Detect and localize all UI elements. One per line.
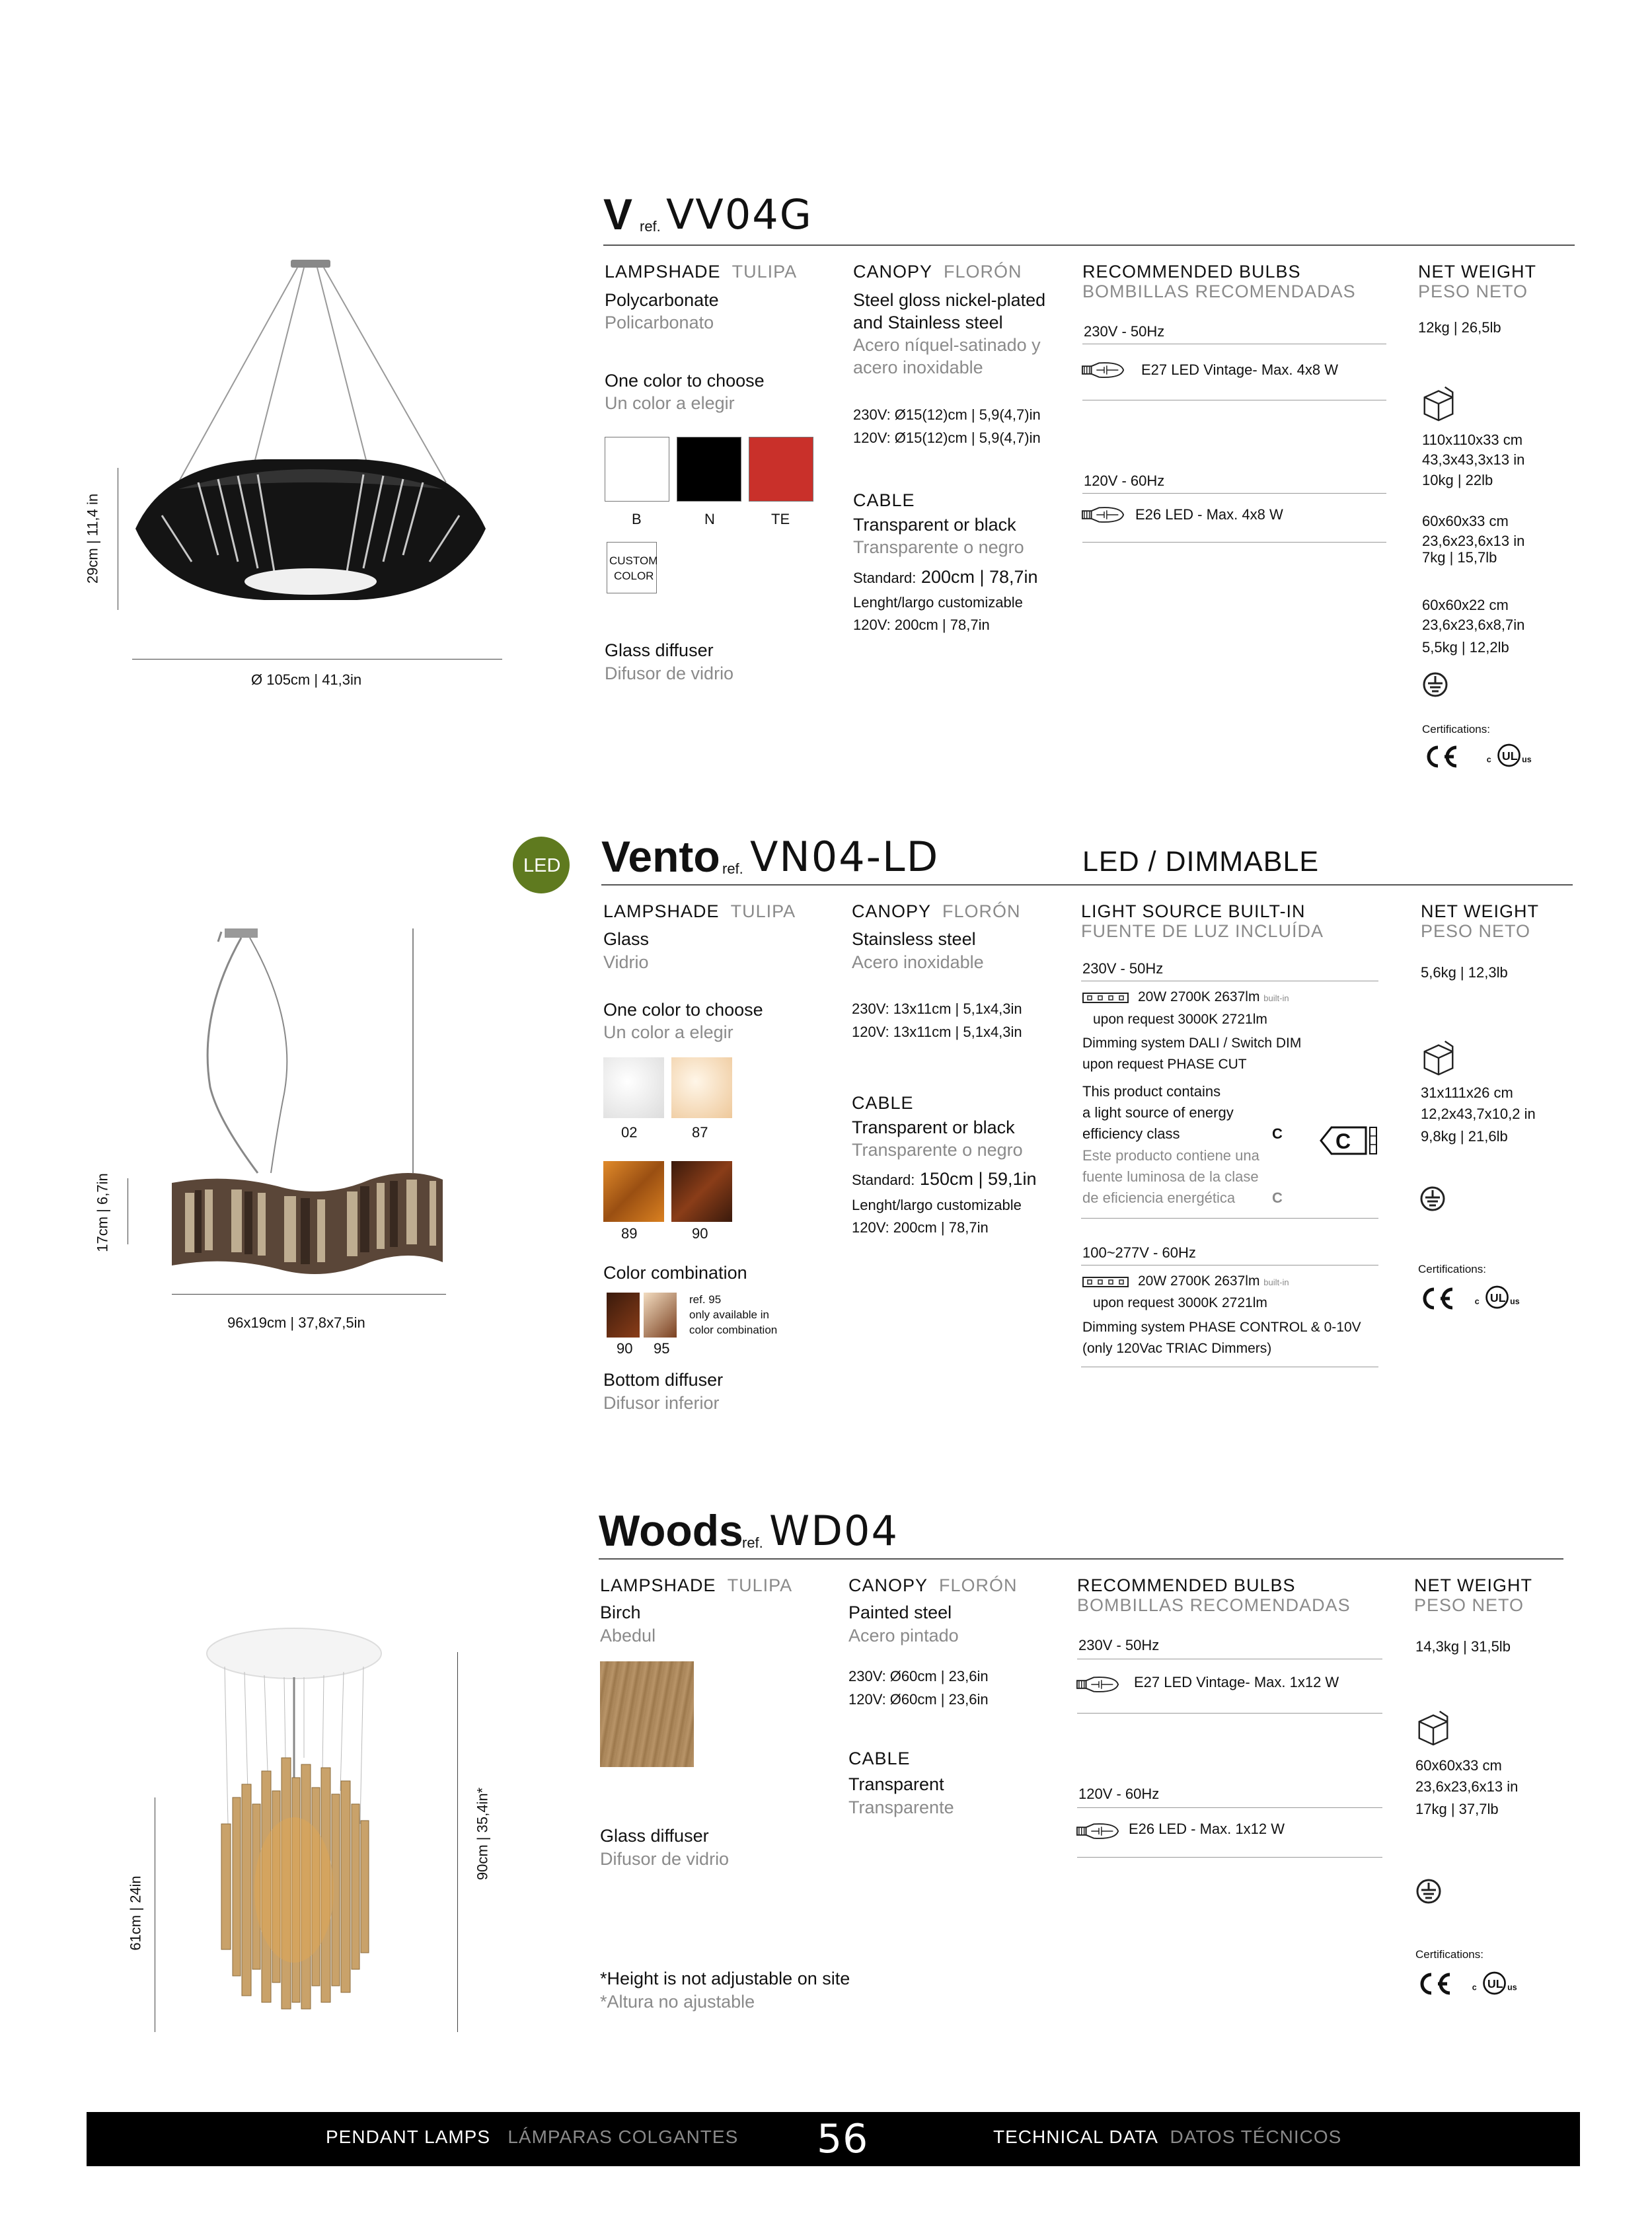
v-net-weight: 12kg | 26,5lb	[1418, 319, 1501, 336]
v-title-rule	[603, 245, 1575, 246]
woods-body-height: 61cm | 24in	[127, 1875, 144, 1951]
footer-section: PENDANT LAMPS LÁMPARAS COLGANTES	[326, 2127, 739, 2147]
vento-request-120: upon request 3000K 2721lm	[1093, 1295, 1267, 1310]
vento-diffuser-es: Difusor inferior	[603, 1393, 720, 1413]
woods-bulb-icon-230	[1076, 1675, 1121, 1694]
vento-box-icon	[1419, 1038, 1458, 1076]
vento-spec-230: 20W 2700K 2637lm built-in	[1138, 989, 1289, 1004]
vento-swatch-90[interactable]	[671, 1161, 732, 1222]
vento-canopy-mat-es: Acero inoxidable	[852, 952, 984, 972]
woods-canopy-dim-230: 230V: Ø60cm | 23,6in	[848, 1668, 989, 1684]
v-lampshade-material: Polycarbonate	[605, 290, 719, 310]
woods-total-height: 90cm | 35,4in*	[474, 1787, 491, 1881]
woods-cable-label: CABLE	[848, 1749, 911, 1768]
v-swatch-te-code: TE	[771, 511, 790, 527]
v-lampshade-label: LAMPSHADE TULIPA	[605, 262, 798, 282]
woods-lampshade-material-es: Abedul	[600, 1626, 656, 1645]
vento-color-note-es: Un color a elegir	[603, 1022, 733, 1042]
v-diffuser: Glass diffuser	[605, 640, 714, 660]
woods-cert-label: Certifications:	[1415, 1948, 1483, 1961]
v-lampshade-material-es: Policarbonato	[605, 313, 714, 332]
woods-box-dim-in: 23,6x23,6x13 in	[1415, 1778, 1519, 1795]
svg-text:C: C	[1335, 1129, 1351, 1153]
v-ground-icon	[1422, 671, 1448, 698]
woods-bulbs-rule-3	[1077, 1807, 1382, 1808]
woods-title-rule	[599, 1558, 1563, 1560]
v-box3-dim-cm: 60x60x22 cm	[1422, 597, 1509, 613]
vento-box-dim-in: 12,2x43,7x10,2 in	[1421, 1106, 1536, 1122]
vento-combo-label: Color combination	[603, 1263, 747, 1283]
footer-tech-data: TECHNICAL DATA DATOS TÉCNICOS	[993, 2127, 1342, 2147]
v-weight-label: NET WEIGHT	[1418, 262, 1537, 282]
v-swatch-te[interactable]	[749, 437, 813, 502]
vento-width-dimension: 96x19cm | 37,8x7,5in	[227, 1314, 365, 1331]
vento-width-dimension-line	[172, 1294, 446, 1295]
vento-cable-120: 120V: 200cm | 78,7in	[852, 1219, 989, 1236]
woods-ground-icon	[1415, 1878, 1442, 1905]
vento-light-label-es: FUENTE DE LUZ INCLUÍDA	[1081, 921, 1324, 941]
woods-canopy-mat: Painted steel	[848, 1603, 952, 1622]
v-ul-icon	[1485, 741, 1538, 769]
woods-ref-code: WD04	[769, 1507, 899, 1555]
v-diameter-dimension: Ø 105cm | 41,3in	[251, 671, 362, 688]
v-swatch-n[interactable]	[677, 437, 741, 502]
v-height-dimension: 29cm | 11,4 in	[84, 493, 101, 584]
vento-combo-swatch-95[interactable]	[644, 1293, 677, 1338]
vento-energy-es-1: Este producto contiene una	[1082, 1147, 1259, 1164]
v-cable-es: Transparente o negro	[853, 537, 1024, 557]
woods-net-weight: 14,3kg | 31,5lb	[1415, 1638, 1511, 1655]
woods-bulbs-rule-2	[1077, 1713, 1382, 1714]
vento-color-note: One color to choose	[603, 1000, 763, 1020]
v-canopy-dim-120: 120V: Ø15(12)cm | 5,9(4,7)in	[853, 430, 1041, 446]
v-box1-dim-cm: 110x110x33 cm	[1422, 432, 1523, 448]
woods-height-note: *Height is not adjustable on site	[600, 1969, 850, 1988]
v-canopy-mat-2: and Stainless steel	[853, 313, 1003, 332]
vento-energy-3: efficiency class	[1082, 1125, 1180, 1142]
v-bulb-230: E27 LED Vintage- Max. 4x8 W	[1141, 361, 1338, 378]
woods-box-weight: 17kg | 37,7lb	[1415, 1801, 1499, 1817]
v-box-icon	[1419, 383, 1458, 422]
woods-diffuser-es: Difusor de vidrio	[600, 1849, 730, 1869]
woods-diffuser: Glass diffuser	[600, 1826, 709, 1846]
v-ref-code: VV04G	[666, 190, 813, 239]
v-diameter-dimension-line	[132, 659, 502, 660]
vento-light-rule-2	[1081, 1218, 1378, 1219]
vento-box-dim-cm: 31x111x26 cm	[1421, 1084, 1513, 1101]
vento-led-strip-icon-120	[1082, 1275, 1129, 1289]
woods-product-name: Woods	[599, 1506, 743, 1555]
v-swatch-n-code: N	[704, 511, 715, 527]
v-product-name: V	[603, 190, 633, 239]
v-diffuser-es: Difusor de vidrio	[605, 663, 734, 683]
woods-cable: Transparent	[848, 1774, 944, 1794]
vento-swatch-02[interactable]	[603, 1057, 664, 1118]
vento-spec-120: 20W 2700K 2637lm built-in	[1138, 1273, 1289, 1289]
v-swatch-b-code: B	[632, 511, 642, 527]
v-canopy-label: CANOPY FLORÓN	[853, 262, 1022, 282]
vento-cable-es: Transparente o negro	[852, 1140, 1023, 1160]
vento-energy-es-2: fuente luminosa de la clase	[1082, 1168, 1259, 1185]
vento-cable-label: CABLE	[852, 1093, 914, 1113]
vento-weight-label-es: PESO NETO	[1421, 921, 1531, 941]
v-box2-dim-cm: 60x60x33 cm	[1422, 513, 1509, 529]
vento-ground-icon	[1419, 1186, 1446, 1212]
vento-combo-note-1: ref. 95	[689, 1293, 722, 1306]
woods-box-dim-cm: 60x60x33 cm	[1415, 1757, 1502, 1774]
vento-energy-label-icon	[1318, 1123, 1379, 1158]
woods-canopy-label: CANOPY FLORÓN	[848, 1575, 1018, 1595]
woods-bulb-230: E27 LED Vintage- Max. 1x12 W	[1134, 1674, 1339, 1690]
vento-swatch-87[interactable]	[671, 1057, 732, 1118]
vento-combo-code-95: 95	[654, 1340, 670, 1357]
woods-lamp-illustration	[198, 1626, 390, 2035]
vento-light-120: 100~277V - 60Hz	[1082, 1244, 1196, 1261]
woods-weight-label-es: PESO NETO	[1414, 1595, 1524, 1615]
vento-combo-code-90: 90	[617, 1340, 633, 1357]
vento-swatch-02-code: 02	[621, 1124, 638, 1141]
v-bulbs-rule-4	[1082, 542, 1386, 543]
v-box2-weight: 7kg | 15,7lb	[1422, 549, 1497, 566]
vento-energy-es-3: de eficiencia energética	[1082, 1189, 1236, 1206]
woods-bulb-icon-120	[1076, 1821, 1121, 1841]
woods-lampshade-label: LAMPSHADE TULIPA	[600, 1575, 793, 1595]
v-color-note: One color to choose	[605, 371, 765, 391]
vento-lampshade-label: LAMPSHADE TULIPA	[603, 901, 796, 921]
vento-canopy-dim-120: 120V: 13x11cm | 5,1x4,3in	[852, 1024, 1022, 1040]
woods-canopy-dim-120: 120V: Ø60cm | 23,6in	[848, 1691, 989, 1708]
v-bulb-120: E26 LED - Max. 4x8 W	[1135, 506, 1283, 523]
v-cable: Transparent or black	[853, 515, 1016, 535]
vento-combo-note-3: color combination	[689, 1324, 778, 1336]
vento-lampshade-material: Glass	[603, 929, 650, 949]
woods-height-note-es: *Altura no ajustable	[600, 1992, 755, 2012]
vento-light-230: 230V - 50Hz	[1082, 960, 1164, 977]
v-weight-label-es: PESO NETO	[1418, 282, 1528, 301]
vento-lamp-illustration	[159, 922, 463, 1279]
v-ref-prefix: ref.	[640, 218, 661, 235]
woods-lampshade-material: Birch	[600, 1603, 641, 1622]
vento-lampshade-material-es: Vidrio	[603, 952, 649, 972]
v-box1-dim-in: 43,3x43,3x13 in	[1422, 451, 1525, 468]
vento-cable-custom: Lenght/largo customizable	[852, 1197, 1022, 1213]
woods-weight-label: NET WEIGHT	[1414, 1575, 1533, 1595]
vento-energy-1: This product contains	[1082, 1083, 1221, 1100]
v-box3-dim-in: 23,6x23,6x8,7in	[1422, 617, 1525, 633]
v-cert-label: Certifications:	[1422, 723, 1490, 736]
vento-height-dimension: 17cm | 6,7in	[94, 1173, 111, 1252]
vento-weight-label: NET WEIGHT	[1421, 901, 1540, 921]
v-cable-standard: Standard: 200cm | 78,7in	[853, 567, 1038, 587]
v-canopy-mat-es-2: acero inoxidable	[853, 358, 983, 377]
woods-ref-prefix: ref.	[742, 1534, 763, 1551]
woods-total-height-line	[457, 1652, 458, 2032]
vento-led-strip-icon-230	[1082, 991, 1129, 1004]
v-bulb-icon-230	[1081, 360, 1126, 380]
woods-bulb-120: E26 LED - Max. 1x12 W	[1129, 1821, 1285, 1837]
v-ce-icon	[1421, 743, 1460, 770]
vento-ref-prefix: ref.	[722, 860, 743, 877]
vento-dim-4: (only 120Vac TRIAC Dimmers)	[1082, 1341, 1272, 1356]
vento-cert-label: Certifications:	[1418, 1263, 1486, 1275]
v-bulbs-label-es: BOMBILLAS RECOMENDADAS	[1082, 282, 1356, 301]
woods-bulbs-rule-4	[1077, 1857, 1382, 1858]
vento-dim-1: Dimming system DALI / Switch DIM	[1082, 1036, 1302, 1051]
v-bulb-icon-120	[1081, 505, 1126, 525]
vento-energy-class: C	[1272, 1125, 1283, 1142]
vento-product-name: Vento	[601, 832, 720, 881]
v-cable-label: CABLE	[853, 490, 915, 510]
woods-ul-icon	[1471, 1969, 1524, 1997]
woods-canopy-mat-es: Acero pintado	[848, 1626, 959, 1645]
woods-bulbs-label-es: BOMBILLAS RECOMENDADAS	[1077, 1595, 1351, 1615]
v-custom-label-1: CUSTOM	[609, 554, 658, 567]
v-bulbs-120: 120V - 60Hz	[1084, 472, 1165, 489]
woods-box-icon	[1414, 1708, 1452, 1746]
vento-diffuser: Bottom diffuser	[603, 1370, 724, 1390]
woods-birch-swatch[interactable]	[600, 1661, 694, 1767]
vento-request-230: upon request 3000K 2721lm	[1093, 1012, 1267, 1027]
vento-canopy-dim-230: 230V: 13x11cm | 5,1x4,3in	[852, 1000, 1022, 1017]
vento-swatch-89-code: 89	[621, 1225, 638, 1242]
vento-swatch-89[interactable]	[603, 1161, 664, 1222]
vento-ref-code: VN04-LD	[750, 833, 940, 881]
v-canopy-dim-230: 230V: Ø15(12)cm | 5,9(4,7)in	[853, 406, 1041, 423]
vento-combo-swatch-90[interactable]	[607, 1293, 640, 1338]
v-swatch-b[interactable]	[605, 437, 669, 502]
woods-bulbs-label: RECOMMENDED BULBS	[1077, 1575, 1296, 1595]
v-box3-weight: 5,5kg | 12,2lb	[1422, 639, 1509, 656]
v-custom-label-2: COLOR	[614, 570, 654, 582]
vento-energy-2: a light source of energy	[1082, 1104, 1234, 1121]
v-canopy-mat-es-1: Acero níquel-satinado y	[853, 335, 1041, 355]
woods-bulbs-230: 230V - 50Hz	[1078, 1637, 1160, 1653]
woods-bulbs-120: 120V - 60Hz	[1078, 1786, 1160, 1802]
vento-title-rule	[601, 884, 1573, 886]
v-box2-dim-in: 23,6x23,6x13 in	[1422, 533, 1525, 549]
woods-cable-es: Transparente	[848, 1797, 954, 1817]
vento-swatch-87-code: 87	[692, 1124, 708, 1141]
vento-ul-icon	[1474, 1283, 1526, 1311]
vento-energy-class-es: C	[1272, 1189, 1283, 1206]
vento-net-weight: 5,6kg | 12,3lb	[1421, 964, 1508, 981]
v-canopy-mat-1: Steel gloss nickel-plated	[853, 290, 1046, 310]
vento-led-badge-text: LED	[523, 855, 561, 876]
vento-subtitle: LED / DIMMABLE	[1082, 846, 1320, 878]
vento-canopy-label: CANOPY FLORÓN	[852, 901, 1021, 921]
woods-ce-icon	[1414, 1971, 1454, 1997]
vento-cable: Transparent or black	[852, 1117, 1015, 1137]
v-color-note-es: Un color a elegir	[605, 393, 735, 413]
vento-dim-2: upon request PHASE CUT	[1082, 1057, 1247, 1072]
vento-box-weight: 9,8kg | 21,6lb	[1421, 1128, 1508, 1145]
v-cable-custom: Lenght/largo customizable	[853, 594, 1023, 611]
vento-ce-icon	[1417, 1285, 1456, 1312]
v-bulbs-rule-3	[1082, 493, 1386, 494]
vento-swatch-90-code: 90	[692, 1225, 708, 1242]
v-lamp-illustration	[99, 251, 522, 648]
vento-dim-3: Dimming system PHASE CONTROL & 0-10V	[1082, 1320, 1361, 1335]
footer-page-number: 56	[817, 2116, 869, 2162]
v-bulbs-label: RECOMMENDED BULBS	[1082, 262, 1301, 282]
vento-combo-note-2: only available in	[689, 1308, 769, 1321]
v-bulbs-230: 230V - 50Hz	[1084, 323, 1165, 340]
v-cable-120: 120V: 200cm | 78,7in	[853, 617, 990, 633]
v-box1-weight: 10kg | 22lb	[1422, 472, 1493, 488]
vento-light-label: LIGHT SOURCE BUILT-IN	[1081, 901, 1306, 921]
vento-cable-standard: Standard: 150cm | 59,1in	[852, 1169, 1037, 1189]
vento-canopy-mat: Stainsless steel	[852, 929, 976, 949]
